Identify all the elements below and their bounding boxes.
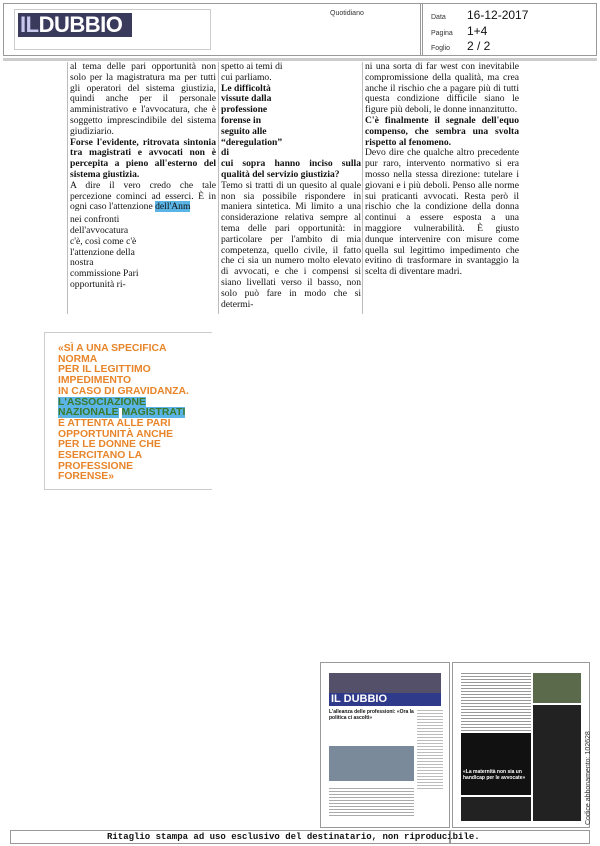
page-thumbnail-2: «La maternità non sia un handicap per le avvocate» xyxy=(452,662,590,828)
logo: ILDUBBIO xyxy=(18,13,132,37)
divider xyxy=(67,62,68,314)
pullquote: «SÌ A UNA SPECIFICA NORMA PER IL LEGITTIMO IMPEDIMENTO IN CASO DI GRAVIDANZA. L'ASSOCIAZIONE NAZIONALE MAGISTRATI È ATTENTA ALLE PARI OPPORTUNITÀ ANCHE PER LE DONNE CHE ESERCITANO LA PROFESSIONE FORENSE» xyxy=(58,343,189,483)
sheet: 2 / 2 xyxy=(467,39,491,53)
article-column-2: spetto ai temi di cui parliamo. Le difficoltà vissute dalla professione forense in seguito alle “deregulation” di cui sopra hanno inciso sulla qualità del servizio giustizia? Temo si tratti di un quesito al quale non sia possibile rispondere in maniera sintetica. Mi limito a una considerazione relativa sempre al tema delle pari opportunità: in particolare per l'ambito di mia competenza, quello civile, il fatto che ci sia un numero molto elevato di avvocati, e che i compensi si siano livellati verso il basso, non solo può fare in modo che si determi- xyxy=(221,61,361,310)
footer-cell xyxy=(450,830,590,844)
article-column-3: ni una sorta di far west con inevitabile compromissione della qualità, ma crea anche il rischio che a pagare più di tutti questa condizione difficile siano le figure più deboli, le donne innanzitutto. C'è finalmente il segnale dell'equo compenso, che sembra una svolta rispetto al fenomeno. Devo dire che qualche altro precedente pur raro, intervento normativo si era mosso nella stessa direzione: tutelare i giovani e i più deboli. Penso alle norme sui praticanti avvocati. Resta però il rischio che la condizione della donna continui a essere esposta a una maggiore vulnerabilità. È giusto dunque intervenire con misure come quella sul legittimo impedimento che evitino di trasformare in svantaggio la scelta di diventare madri. xyxy=(365,61,519,278)
publication-type: Quotidiano xyxy=(330,10,364,17)
page: 1+4 xyxy=(467,24,488,38)
page-thumbnail-1: IL DUBBIO L'alleanza delle professioni: «Ora la politica ci ascolti» xyxy=(320,662,450,828)
divider xyxy=(218,62,219,314)
article-column-1: al tema delle pari opportunità non solo per la magistratura ma per tutti gli operatori del sistema giustizia, quindi anche per il personale amministrativo e l'avvocatura, che è soggetto imprescindibile del sistema giudiziario. Forse l'evidente, ritrovata sintonia tra magistrati e avvocati non è percepita a pieno all'esterno del sistema giustizia. A dire il vero credo che tale percezione cominci ad esserci. È in ogni caso l'attenzione dell'Anm nei confronti dell'avvocatura c'è, così come c'è l'attenzione della nostra commissione Pari opportunità ri- xyxy=(70,61,216,290)
article-column-1-narrow: nei confronti dell'avvocatura c'è, così come c'è l'attenzione della nostra commissione Pari opportunità ri- xyxy=(70,214,139,290)
date: 16-12-2017 xyxy=(467,8,529,22)
info-box: Data 16-12-2017 Pagina 1+4 Foglio 2 / 2 xyxy=(420,4,596,55)
divider xyxy=(362,62,363,314)
highlight: dell'Anm xyxy=(155,201,191,213)
footer-notice: Ritaglio stampa ad uso esclusivo del destinatario, non riproducibile. xyxy=(10,830,450,844)
subscription-code: Codice abbonamento: 102628 xyxy=(585,731,592,825)
